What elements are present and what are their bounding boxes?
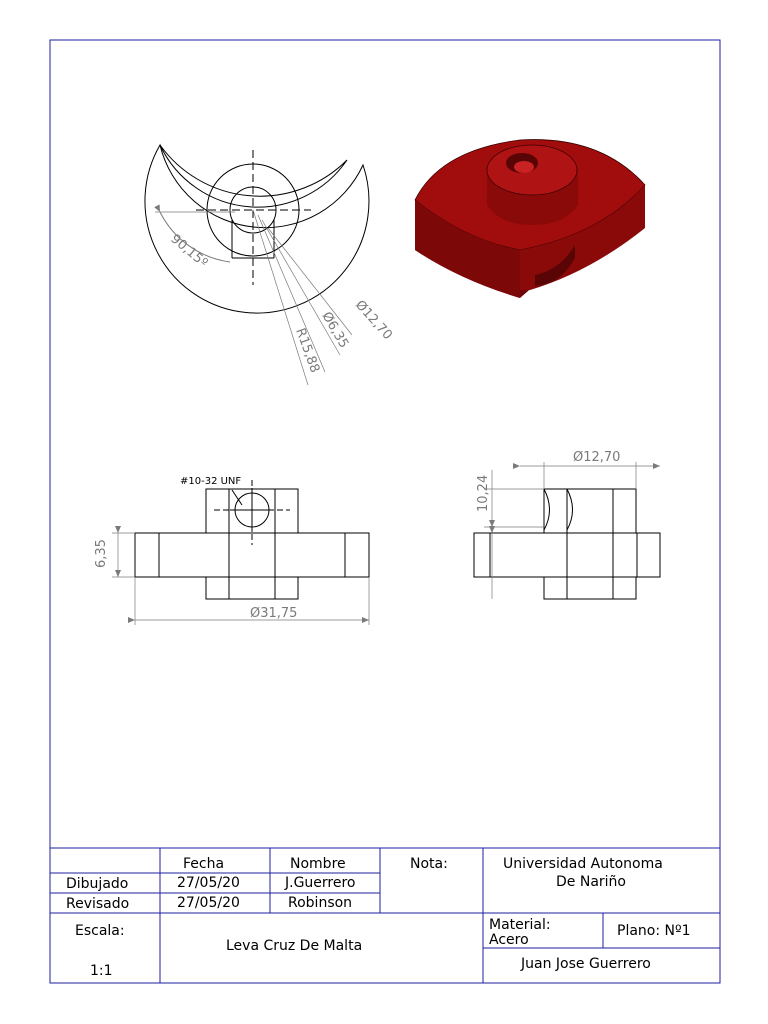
dim-thickness: 6,35 <box>94 539 109 568</box>
dim-hub-diameter: Ø12,70 <box>352 297 395 343</box>
isometric-view <box>415 140 645 298</box>
dim-radius: R15,88 <box>292 326 323 375</box>
material-label: Material: <box>489 917 551 933</box>
part-name: Leva Cruz De Malta <box>226 938 363 954</box>
side-view <box>474 462 660 599</box>
institution-line2: De Nariño <box>556 874 626 890</box>
dim-angle: 90,15º <box>167 231 211 271</box>
institution-line1: Universidad Autonoma <box>503 856 663 872</box>
dibujado-nombre: J.Guerrero <box>285 875 356 891</box>
revisado-nombre: Robinson <box>288 895 353 911</box>
dim-thread: #10-32 UNF <box>180 476 242 487</box>
dim-height: 10,24 <box>476 474 491 512</box>
plano-label: Plano: Nº1 <box>617 923 691 939</box>
top-view <box>145 145 369 385</box>
revisado-fecha: 27/05/20 <box>177 895 240 911</box>
dim-hole-diameter: Ø6,35 <box>318 309 352 351</box>
dim-hub-side-diameter: Ø12,70 <box>573 450 621 465</box>
author: Juan Jose Guerrero <box>521 956 651 972</box>
dibujado-fecha: 27/05/20 <box>177 875 240 891</box>
escala-label: Escala: <box>75 923 125 939</box>
front-view <box>112 480 369 625</box>
material-value: Acero <box>489 932 529 948</box>
fecha-label: Fecha <box>183 856 225 872</box>
revisado-label: Revisado <box>66 896 130 912</box>
nombre-label: Nombre <box>290 856 346 872</box>
dim-overall-diameter: Ø31,75 <box>250 606 298 621</box>
nota-label: Nota: <box>410 856 448 872</box>
dibujado-label: Dibujado <box>66 876 129 892</box>
escala-value: 1:1 <box>90 963 113 979</box>
